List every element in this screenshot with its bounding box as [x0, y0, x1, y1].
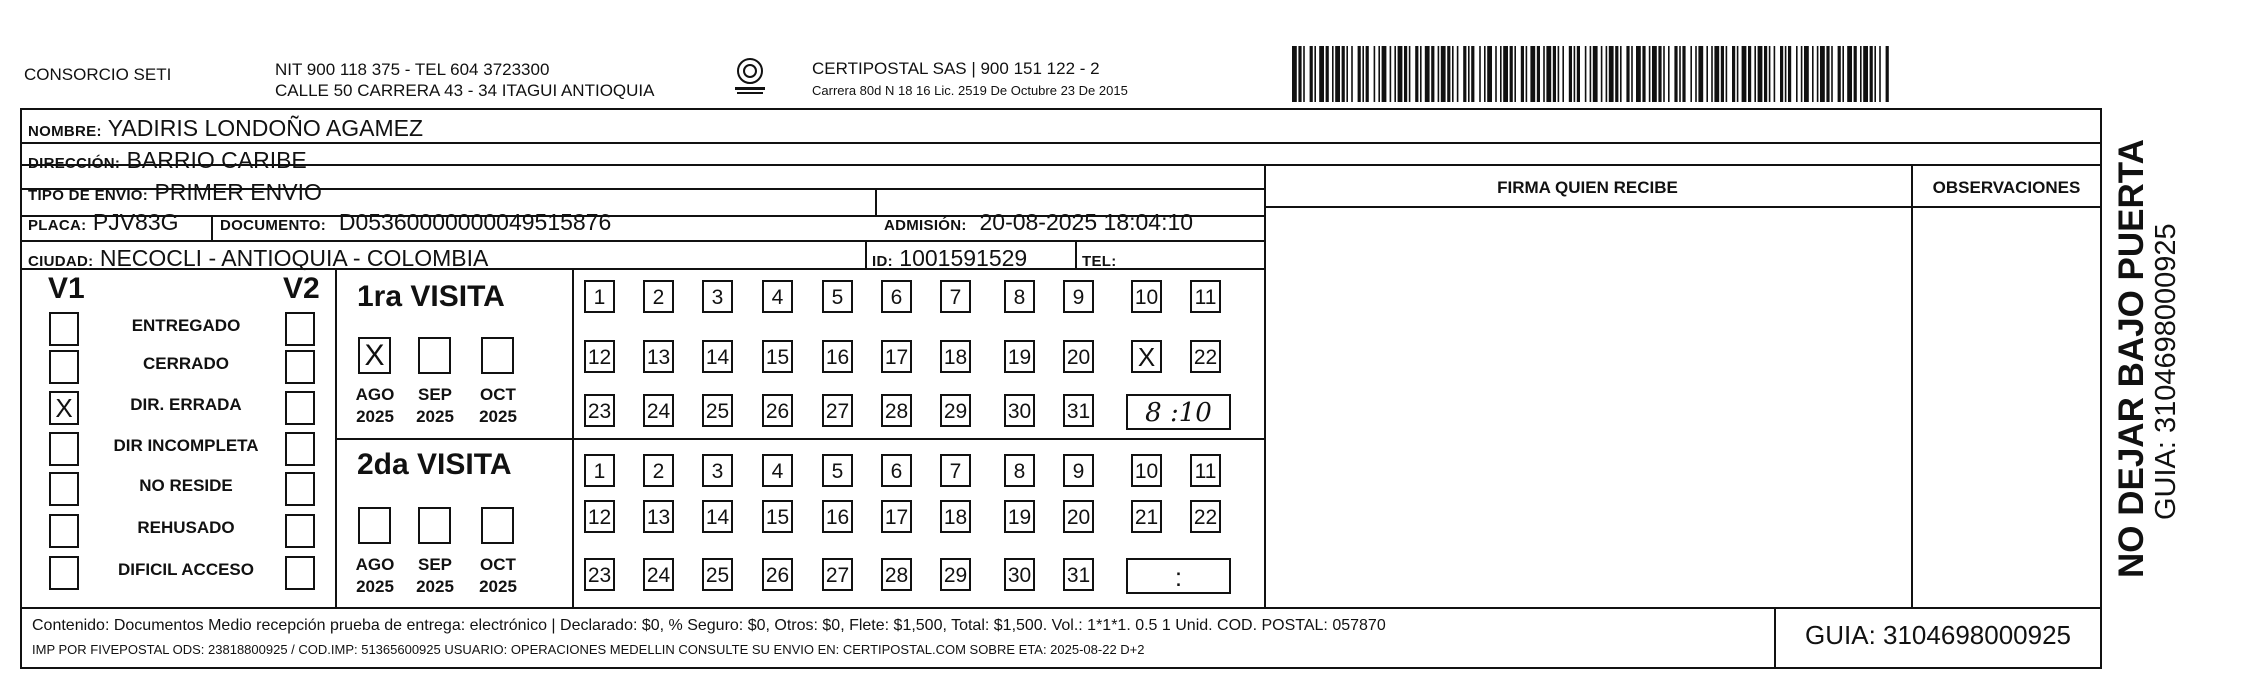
direccion-field — [28, 146, 307, 178]
barcode-bar — [1543, 46, 1545, 102]
day-box[interactable]: 19 — [1004, 500, 1035, 533]
barcode-bar — [1870, 46, 1873, 102]
barcode-bar — [1468, 46, 1470, 102]
v2-checkbox[interactable] — [285, 472, 315, 506]
day-box[interactable]: 15 — [762, 340, 793, 373]
barcode-bar — [1652, 46, 1657, 102]
barcode-bar — [1471, 46, 1474, 102]
v1-checkbox[interactable] — [49, 350, 79, 384]
barcode-bar — [1378, 46, 1380, 102]
barcode-bar — [1394, 46, 1396, 102]
month-checkbox[interactable] — [481, 507, 514, 544]
barcode-bar — [1838, 46, 1841, 102]
barcode-bar — [1537, 46, 1540, 102]
status-label: NO RESIDE — [139, 476, 233, 495]
day-box[interactable]: 23 — [584, 394, 615, 427]
barcode-bar — [1409, 46, 1411, 102]
day-box[interactable]: 4 — [762, 280, 793, 313]
company-name: CONSORCIO SETI — [24, 65, 172, 84]
barcode-bar — [1425, 46, 1430, 102]
barcode-bar — [1721, 46, 1724, 102]
day-box[interactable]: 4 — [762, 454, 793, 487]
barcode-bar — [1679, 46, 1681, 102]
first-visit-title: 1ra VISITA — [357, 280, 505, 313]
barcode-bar — [1390, 46, 1392, 102]
barcode-bar — [1452, 46, 1454, 102]
barcode-bar — [1812, 46, 1814, 102]
day-box[interactable]: 18 — [940, 500, 971, 533]
barcode-bar — [1817, 46, 1819, 102]
barcode-bar — [1860, 46, 1862, 102]
nombre-field — [28, 114, 423, 146]
barcode-bar — [1346, 46, 1348, 102]
barcode-bar — [1326, 46, 1329, 102]
documento-label: DOCUMENTO: — [220, 217, 327, 234]
v1-checkbox[interactable] — [49, 472, 79, 506]
barcode-bar — [1658, 46, 1661, 102]
day-box[interactable]: 21 — [1131, 500, 1162, 533]
barcode-bar — [1737, 46, 1739, 102]
barcode-bar — [1577, 46, 1580, 102]
month-label: AGO — [355, 385, 395, 404]
barcode-bar — [1706, 46, 1708, 102]
barcode-bar — [1886, 46, 1889, 102]
barcode-bar — [1298, 46, 1301, 102]
day-box[interactable]: 14 — [702, 340, 733, 373]
barcode — [1292, 46, 1892, 102]
side-guia: GUIA: 3104698000925 — [2150, 223, 2182, 520]
barcode-bar — [1620, 46, 1622, 102]
day-box[interactable]: 5 — [822, 454, 853, 487]
day-box[interactable]: 25 — [702, 558, 733, 591]
status-label: DIR INCOMPLETA — [113, 436, 259, 455]
barcode-bar — [1420, 46, 1422, 102]
barcode-bar — [1601, 46, 1603, 102]
barcode-bar — [1695, 46, 1697, 102]
barcode-bar — [1553, 46, 1556, 102]
barcode-bar — [1593, 46, 1598, 102]
barcode-bar — [1342, 46, 1345, 102]
barcode-bar — [1335, 46, 1340, 102]
barcode-bar — [1726, 46, 1728, 102]
admision-value: 20-08-2025 18:04:10 — [979, 209, 1194, 235]
month-label: OCT — [480, 555, 516, 574]
id-label: ID: — [872, 253, 893, 270]
v2-checkbox[interactable] — [285, 556, 315, 590]
day-box[interactable]: 6 — [881, 280, 912, 313]
day-box[interactable]: 14 — [702, 500, 733, 533]
footer-imp-line: IMP POR FIVEPOSTAL ODS: 23818800925 / COD.IMP: 51365600925 USUARIO: OPERACIONES MEDELLIN CONSULTE SU ENVIO EN: CERTIPOSTAL.COM SOBRE ETA: 2025-08-22 D+2 — [32, 642, 1145, 657]
month-year: 2025 — [479, 407, 517, 426]
placa-field — [28, 208, 179, 240]
certipostal-line: CERTIPOSTAL SAS | 900 151 122 - 2 — [812, 59, 1100, 78]
ciudad-field — [28, 244, 488, 276]
day-box[interactable]: 31 — [1063, 558, 1094, 591]
month-year: 2025 — [416, 577, 454, 596]
v1-checkbox[interactable] — [49, 514, 79, 548]
tipo-label: TIPO DE ENVIO: — [28, 187, 149, 204]
barcode-bar — [1774, 46, 1776, 102]
month-year: 2025 — [356, 407, 394, 426]
first-visit-time[interactable]: 8 :10 — [1126, 394, 1231, 430]
nombre-value: YADIRIS LONDOÑO AGAMEZ — [107, 115, 423, 141]
day-box[interactable]: 12 — [584, 500, 615, 533]
v1-checkbox[interactable] — [49, 312, 79, 346]
barcode-bar — [1590, 46, 1592, 102]
barcode-bar — [1874, 46, 1876, 102]
month-label: OCT — [480, 385, 516, 404]
barcode-bar — [1631, 46, 1633, 102]
day-box[interactable]: 26 — [762, 558, 793, 591]
day-box[interactable]: 3 — [702, 454, 733, 487]
day-box[interactable]: 13 — [643, 500, 674, 533]
barcode-bar — [1310, 46, 1313, 102]
barcode-bar — [1796, 46, 1798, 102]
direccion-value: BARRIO CARIBE — [126, 147, 307, 173]
barcode-bar — [1562, 46, 1564, 102]
nombre-label: NOMBRE: — [28, 123, 102, 140]
id-value: 1001591529 — [899, 245, 1028, 271]
barcode-bar — [1682, 46, 1685, 102]
day-box[interactable]: 25 — [702, 394, 733, 427]
observaciones-label: OBSERVACIONES — [1932, 178, 2081, 197]
v2-checkbox[interactable] — [285, 312, 315, 346]
direccion-label: DIRECCIÓN: — [28, 155, 121, 172]
barcode-bar — [1748, 46, 1751, 102]
day-box[interactable]: 2 — [643, 454, 674, 487]
barcode-bar — [1663, 46, 1665, 102]
day-box[interactable]: X — [1131, 340, 1162, 373]
barcode-bar — [1415, 46, 1418, 102]
barcode-bar — [1615, 46, 1618, 102]
footer-content-line: Contenido: Documentos Medio recepción prueba de entrega: electrónico | Declarado: $0, % Seguro: $0, Otros: $0, Flete: $1,500, Total: $1,500. Vol.: 1*1*1. 0.5 1 Unid. COD. POSTAL: 057870 — [32, 617, 1386, 634]
barcode-bar — [1585, 46, 1587, 102]
barcode-bar — [1292, 46, 1297, 102]
barcode-bar — [1457, 46, 1459, 102]
barcode-bar — [1510, 46, 1513, 102]
barcode-bar — [1374, 46, 1376, 102]
month-label: AGO — [355, 555, 395, 574]
barcode-bar — [1382, 46, 1387, 102]
barcode-bar — [1447, 46, 1450, 102]
month-year: 2025 — [356, 577, 394, 596]
day-box[interactable]: 17 — [881, 500, 912, 533]
barcode-bar — [1319, 46, 1324, 102]
v2-label: V2 — [283, 272, 320, 305]
day-box[interactable]: 28 — [881, 558, 912, 591]
barcode-bar — [1398, 46, 1403, 102]
barcode-bar — [1636, 46, 1641, 102]
day-box[interactable]: 24 — [643, 394, 674, 427]
footer-guia: GUIA: 3104698000925 — [1805, 620, 2071, 650]
month-label: SEP — [417, 385, 453, 404]
barcode-bar — [1314, 46, 1316, 102]
barcode-bar — [1546, 46, 1551, 102]
barcode-bar — [1674, 46, 1677, 102]
tipo-value: PRIMER ENVIO — [154, 179, 322, 205]
nit-line: NIT 900 118 375 - TEL 604 3723300 — [275, 60, 550, 79]
barcode-bar — [1649, 46, 1651, 102]
barcode-bar — [1690, 46, 1692, 102]
barcode-bar — [1842, 46, 1844, 102]
barcode-bar — [1574, 46, 1576, 102]
day-box[interactable]: 9 — [1063, 454, 1094, 487]
v1-checkbox[interactable] — [49, 556, 79, 590]
tipo-field — [28, 178, 322, 210]
barcode-bar — [1332, 46, 1334, 102]
day-box[interactable]: 6 — [881, 454, 912, 487]
barcode-bar — [1362, 46, 1364, 102]
barcode-bar — [1668, 46, 1670, 102]
day-box[interactable]: 18 — [940, 340, 971, 373]
barcode-bar — [1785, 46, 1787, 102]
barcode-bar — [1742, 46, 1747, 102]
month-checkbox[interactable] — [418, 507, 451, 544]
month-year: 2025 — [416, 407, 454, 426]
day-box[interactable]: 28 — [881, 394, 912, 427]
day-box[interactable]: 11 — [1190, 454, 1221, 487]
month-checkbox[interactable]: X — [358, 337, 391, 374]
v2-checkbox[interactable] — [285, 350, 315, 384]
tel-field — [1082, 244, 1117, 276]
barcode-bar — [1526, 46, 1528, 102]
status-label: REHUSADO — [137, 518, 235, 537]
barcode-bar — [1769, 46, 1771, 102]
day-box[interactable]: 29 — [940, 394, 971, 427]
barcode-bar — [1404, 46, 1407, 102]
day-box[interactable]: 24 — [643, 558, 674, 591]
v2-checkbox[interactable] — [285, 391, 315, 425]
barcode-bar — [1558, 46, 1560, 102]
status-label: CERRADO — [143, 354, 229, 373]
barcode-bar — [1788, 46, 1791, 102]
status-label: DIR. ERRADA — [130, 395, 242, 414]
day-box[interactable]: 1 — [584, 454, 615, 487]
day-box[interactable]: 16 — [822, 500, 853, 533]
day-box[interactable]: 23 — [584, 558, 615, 591]
barcode-bar — [1714, 46, 1719, 102]
address-line: CALLE 50 CARRERA 43 - 34 ITAGUI ANTIOQUIA — [275, 81, 655, 100]
day-box[interactable]: 22 — [1190, 340, 1221, 373]
day-box[interactable]: 10 — [1131, 280, 1162, 313]
day-box[interactable]: 13 — [643, 340, 674, 373]
barcode-bar — [1500, 46, 1502, 102]
barcode-bar — [1804, 46, 1809, 102]
certipostal-license: Carrera 80d N 18 16 Lic. 2519 De Octubre 23 De 2015 — [812, 83, 1128, 98]
barcode-bar — [1463, 46, 1466, 102]
status-label: ENTREGADO — [131, 316, 241, 335]
ciudad-value: NECOCLI - ANTIOQUIA - COLOMBIA — [99, 245, 489, 271]
admision-label: ADMISIÓN: — [884, 217, 967, 234]
placa-label: PLACA: — [28, 217, 87, 234]
month-checkbox[interactable] — [358, 507, 391, 544]
firma-label: FIRMA QUIEN RECIBE — [1497, 178, 1678, 197]
day-box[interactable]: 30 — [1004, 394, 1035, 427]
barcode-bar — [1826, 46, 1829, 102]
status-label: DIFICIL ACCESO — [117, 560, 254, 579]
day-box[interactable]: 30 — [1004, 558, 1035, 591]
day-box[interactable]: 8 — [1004, 280, 1035, 313]
barcode-bar — [1530, 46, 1535, 102]
v2-checkbox[interactable] — [285, 432, 315, 466]
day-box[interactable]: 9 — [1063, 280, 1094, 313]
barcode-bar — [1609, 46, 1614, 102]
day-box[interactable]: 29 — [940, 558, 971, 591]
day-box[interactable]: 20 — [1063, 340, 1094, 373]
barcode-bar — [1521, 46, 1524, 102]
barcode-bar — [1847, 46, 1852, 102]
barcode-bar — [1479, 46, 1481, 102]
barcode-bar — [1831, 46, 1833, 102]
tel-label: TEL: — [1082, 253, 1117, 270]
barcode-bar — [1711, 46, 1713, 102]
admision-field — [884, 208, 1193, 240]
barcode-bar — [1626, 46, 1629, 102]
barcode-bar — [1754, 46, 1756, 102]
barcode-bar — [1863, 46, 1868, 102]
barcode-bar — [1441, 46, 1446, 102]
barcode-bar — [1698, 46, 1703, 102]
day-box[interactable]: 31 — [1063, 394, 1094, 427]
day-box[interactable]: 12 — [584, 340, 615, 373]
id-field — [872, 244, 1027, 276]
barcode-bar — [1495, 46, 1497, 102]
day-box[interactable]: 1 — [584, 280, 615, 313]
second-visit-time[interactable]: : — [1126, 558, 1231, 594]
barcode-bar — [1758, 46, 1763, 102]
day-box[interactable]: 17 — [881, 340, 912, 373]
placa-value: PJV83G — [92, 209, 179, 235]
day-box[interactable]: 27 — [822, 394, 853, 427]
barcode-bar — [1820, 46, 1825, 102]
v1-checkbox[interactable]: X — [49, 391, 79, 425]
day-box[interactable]: 20 — [1063, 500, 1094, 533]
certipostal-logo — [725, 56, 775, 100]
day-box[interactable]: 2 — [643, 280, 674, 313]
day-box[interactable]: 7 — [940, 280, 971, 313]
barcode-bar — [1484, 46, 1486, 102]
barcode-bar — [1642, 46, 1645, 102]
barcode-bar — [1732, 46, 1735, 102]
day-box[interactable]: 7 — [940, 454, 971, 487]
no-dejar-bajo-puerta: NO DEJAR BAJO PUERTA — [2112, 139, 2151, 578]
day-box[interactable]: 11 — [1190, 280, 1221, 313]
day-box[interactable]: 26 — [762, 394, 793, 427]
barcode-bar — [1487, 46, 1492, 102]
barcode-bar — [1764, 46, 1767, 102]
barcode-bar — [1438, 46, 1440, 102]
day-box[interactable]: 5 — [822, 280, 853, 313]
month-checkbox[interactable] — [481, 337, 514, 374]
barcode-bar — [1503, 46, 1508, 102]
month-checkbox[interactable] — [418, 337, 451, 374]
day-box[interactable]: 10 — [1131, 454, 1162, 487]
barcode-bar — [1569, 46, 1572, 102]
day-box[interactable]: 3 — [702, 280, 733, 313]
second-visit-title: 2da VISITA — [357, 448, 512, 481]
day-box[interactable]: 8 — [1004, 454, 1035, 487]
day-box[interactable]: 16 — [822, 340, 853, 373]
barcode-bar — [1606, 46, 1608, 102]
day-box[interactable]: 27 — [822, 558, 853, 591]
barcode-bar — [1351, 46, 1353, 102]
day-box[interactable]: 19 — [1004, 340, 1035, 373]
barcode-bar — [1366, 46, 1369, 102]
barcode-bar — [1431, 46, 1434, 102]
day-box[interactable]: 15 — [762, 500, 793, 533]
v2-checkbox[interactable] — [285, 514, 315, 548]
documento-value: D05360000000049515876 — [338, 209, 612, 235]
month-year: 2025 — [479, 577, 517, 596]
barcode-bar — [1801, 46, 1803, 102]
barcode-bar — [1879, 46, 1881, 102]
month-label: SEP — [417, 555, 453, 574]
barcode-bar — [1358, 46, 1361, 102]
barcode-bar — [1780, 46, 1783, 102]
barcode-bar — [1854, 46, 1857, 102]
barcode-bar — [1303, 46, 1305, 102]
ciudad-label: CIUDAD: — [28, 253, 94, 270]
day-box[interactable]: 22 — [1190, 500, 1221, 533]
v1-checkbox[interactable] — [49, 432, 79, 466]
barcode-bar — [1514, 46, 1516, 102]
documento-field — [220, 208, 611, 240]
v1-label: V1 — [48, 272, 85, 305]
